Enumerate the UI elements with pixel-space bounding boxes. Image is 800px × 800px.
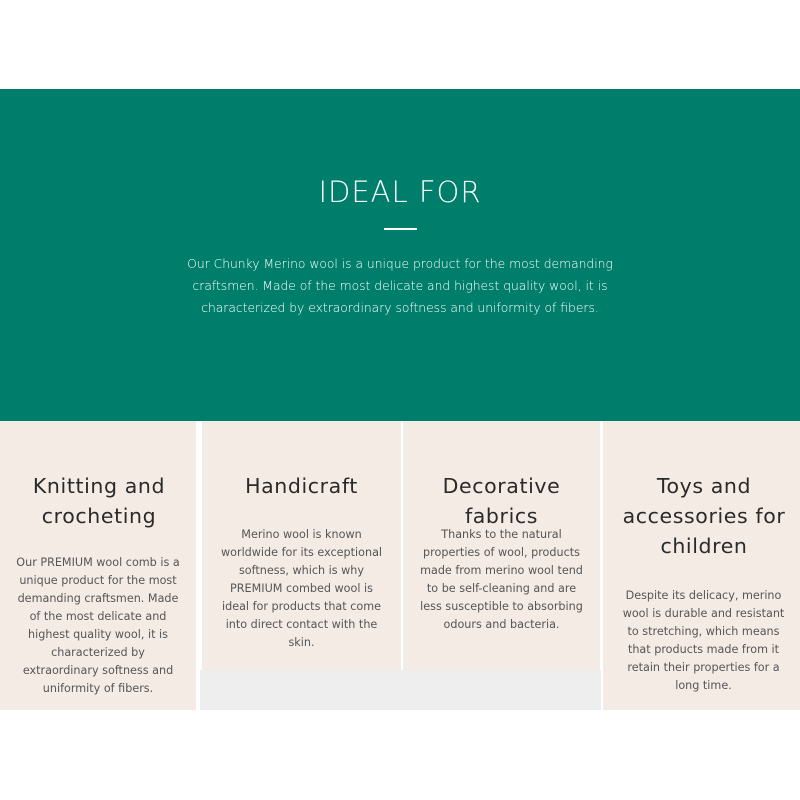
- ideal-for-section: [0, 89, 800, 421]
- card-title: Toys and accessories for children: [622, 474, 786, 558]
- card-title: Handicraft: [245, 474, 358, 498]
- card-title: Decorative fabrics: [442, 474, 561, 528]
- card-knitting-and-crocheting: [0, 421, 196, 710]
- card-decorative-fabrics: [403, 421, 600, 670]
- card-text: Merino wool is known worldwide for its exceptional softness, which is why PREMIUM combed wool is ideal for products that come into direct contact with the skin.: [220, 528, 383, 649]
- grid-background-strip: [200, 670, 601, 710]
- card-toys-and-accessories: [603, 421, 800, 710]
- card-handicraft: [202, 421, 401, 670]
- section-title: IDEAL FOR: [318, 175, 482, 209]
- card-text: Our PREMIUM wool comb is a unique product for the most demanding craftsmen. Made of the most delicate and highest quality wool, it is characterized by extraordinary softness and uniformity of fibers.: [16, 556, 180, 695]
- use-cases-grid: [0, 421, 800, 710]
- section-description: Our Chunky Merino wool is a unique product for the most demanding craftsmen. Made of the most delicate and highest quality wool, it is characterized by extraordinary softness and uniformity of fibers.: [187, 257, 613, 315]
- title-divider: [384, 228, 417, 230]
- card-text: Thanks to the natural properties of wool, products made from merino wool tend to be self-cleaning and are less susceptible to absorbing odours and bacteria.: [420, 528, 583, 631]
- card-title: Knitting and crocheting: [32, 474, 166, 528]
- card-text: Despite its delicacy, merino wool is durable and resistant to stretching, which means that products made from it retain their properties for a long time.: [622, 589, 785, 692]
